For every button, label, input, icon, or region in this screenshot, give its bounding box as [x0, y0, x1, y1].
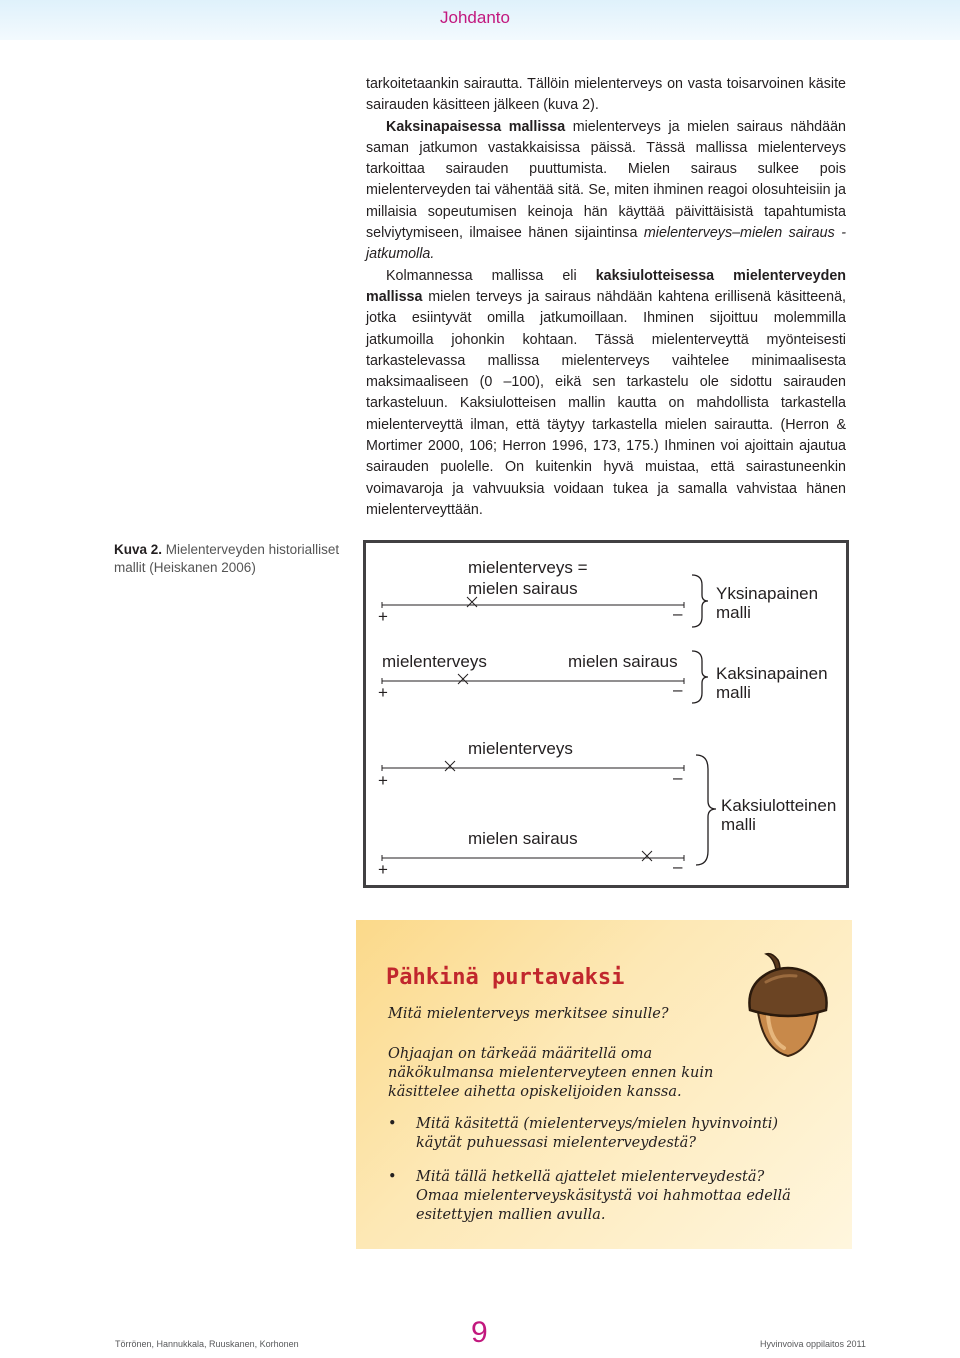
- model2-cross-marker: [458, 674, 468, 684]
- bullet-1-line-1: Mitä käsitettä (mielenterveys/mielen hyvinvointi): [416, 1116, 779, 1132]
- model3-name-2: malli: [721, 815, 756, 834]
- bullet-dot: •: [388, 1169, 397, 1185]
- model1-minus: –: [673, 604, 683, 623]
- caption-text: Mielenterveyden historialliset mallit (Heiskanen 2006): [114, 542, 340, 575]
- bullet-2-line-3: esitettyjen mallien avulla.: [416, 1207, 606, 1223]
- model1-top-label-1: mielenterveys =: [468, 558, 588, 577]
- model2-name-2: malli: [716, 683, 751, 702]
- model1-brace: [692, 575, 708, 627]
- term-continuum: mielenterveys–mielen sairaus -jatkumolla.: [366, 225, 846, 263]
- bullet-dot: •: [388, 1116, 397, 1132]
- paragraph-3: [366, 266, 846, 522]
- footer-publication: Hyvinvoiva oppilaitos 2011: [760, 1339, 866, 1349]
- term-kaksinapainen: Kaksinapaisessa mallissa: [386, 118, 566, 135]
- model3-name-1: Kaksiulotteinen: [721, 796, 837, 815]
- reflection-box: [356, 920, 852, 1249]
- model3-plus-top: +: [378, 771, 388, 790]
- models-diagram: [366, 543, 852, 891]
- bullet-2-line-1: Mitä tällä hetkellä ajattelet mielenterveydestä?: [416, 1169, 765, 1185]
- reflection-question: Mitä mielenterveys merkitsee sinulle?: [388, 1006, 669, 1022]
- paragraph-2-text: mielenterveys ja mielen sairaus nähdään saman jatkumon vastakkaisissa päissä. Tässä mallissa mielenterveys tarkoittaa sairauden puuttumista. Mielen sairaus sulkee pois mielenterveyden tai vähentää sitä. Se, miten ihminen reagoi olosuhteisiin ja millaisia sopeutumisen keinoja hän käyttää päivittäisistä tapahtumista selviytymiseen, ilmaisee hänen sijaintinsa: [366, 118, 846, 242]
- chapter-title: Johdanto: [440, 8, 510, 27]
- model1-name-2: malli: [716, 603, 751, 622]
- body-text: [366, 74, 846, 521]
- term-kaksiulotteinen: kaksiulotteisessa mielenterveyden mallissa: [366, 267, 847, 305]
- reflection-intro-line-3: käsittelee aihetta opiskelijoiden kanssa.: [388, 1084, 682, 1100]
- page-number: 9: [471, 1316, 488, 1349]
- model2-left-label: mielenterveys: [382, 652, 487, 671]
- model2-minus: –: [673, 680, 683, 699]
- model3-label-top: mielenterveys: [468, 739, 573, 758]
- figure-caption: [114, 541, 344, 577]
- model2-name-1: Kaksinapainen: [716, 664, 828, 683]
- model3-cross-marker-bottom: [642, 851, 652, 861]
- paragraph-1: tarkoitetaankin sairautta. Tällöin mielenterveys on vasta toisarvoinen käsite sairauden käsitteen jälkeen (kuva 2).: [366, 76, 846, 114]
- model3-cross-marker-top: [445, 761, 455, 771]
- model2-brace: [692, 651, 708, 703]
- paragraph-3-start: Kolmannessa mallissa eli: [386, 267, 596, 284]
- footer-authors: Törrönen, Hannukkala, Ruuskanen, Korhonen: [115, 1339, 299, 1349]
- reflection-intro-line-1: Ohjaajan on tärkeää määritellä oma: [388, 1046, 653, 1062]
- model1-plus: +: [378, 607, 388, 626]
- model3-label-bottom: mielen sairaus: [468, 829, 578, 848]
- reflection-intro-line-2: näkökulmansa mielenterveyteen ennen kuin: [388, 1065, 714, 1081]
- caption-label: Kuva 2.: [114, 542, 163, 557]
- reflection-title: Pähkinä purtavaksi: [386, 965, 625, 990]
- model2-plus: +: [378, 683, 388, 702]
- model3-minus-top: –: [673, 768, 683, 787]
- acorn-icon: [740, 950, 836, 1060]
- paragraph-3-text: mielen terveys ja sairaus nähdään kahtena erillisenä käsitteenä, jotka esiintyvät omilla jatkumoillaan. Ihminen sijoittuu molemmilla jatkumoilla johonkin kohtaan. Tässä mielenterveyttä myönteisesti tarkastelevassa mallissa mielenterveys vaihtelee minimaalisesta maksimaaliseen (0 –100), eikä sen tarkastelu ole sidottu sairauden tarkasteluun. Kaksiulotteisen mallin kautta on mahdollista tarkastella mielenterveyttä ilman, että täytyy tarkastella mielen sairautta. (Herron & Mortimer 2000, 106; Herron 1996, 173, 175.) Ihminen voi ajoittain ajautua sairauden puolelle. On kuitenkin hyvä muistaa, että sairastuneenkin voimavaroja ja vahvuuksia voidaan tukea ja samalla vahvistaa hänen mielenterveyttään.: [366, 288, 846, 518]
- model2-right-label: mielen sairaus: [568, 652, 678, 671]
- model3-plus-bottom: +: [378, 860, 388, 879]
- figure-models: [363, 540, 849, 888]
- model1-name-1: Yksinapainen: [716, 584, 819, 603]
- model3-minus-bottom: –: [673, 857, 683, 876]
- bullet-2-line-2: Omaa mielenterveyskäsitystä voi hahmottaa edellä: [416, 1188, 791, 1204]
- paragraph-2: [366, 117, 846, 266]
- bullet-1-line-2: käytät puhuessasi mielenterveydestä?: [416, 1135, 697, 1151]
- model1-top-label-2: mielen sairaus: [468, 579, 578, 598]
- model3-brace: [696, 755, 716, 865]
